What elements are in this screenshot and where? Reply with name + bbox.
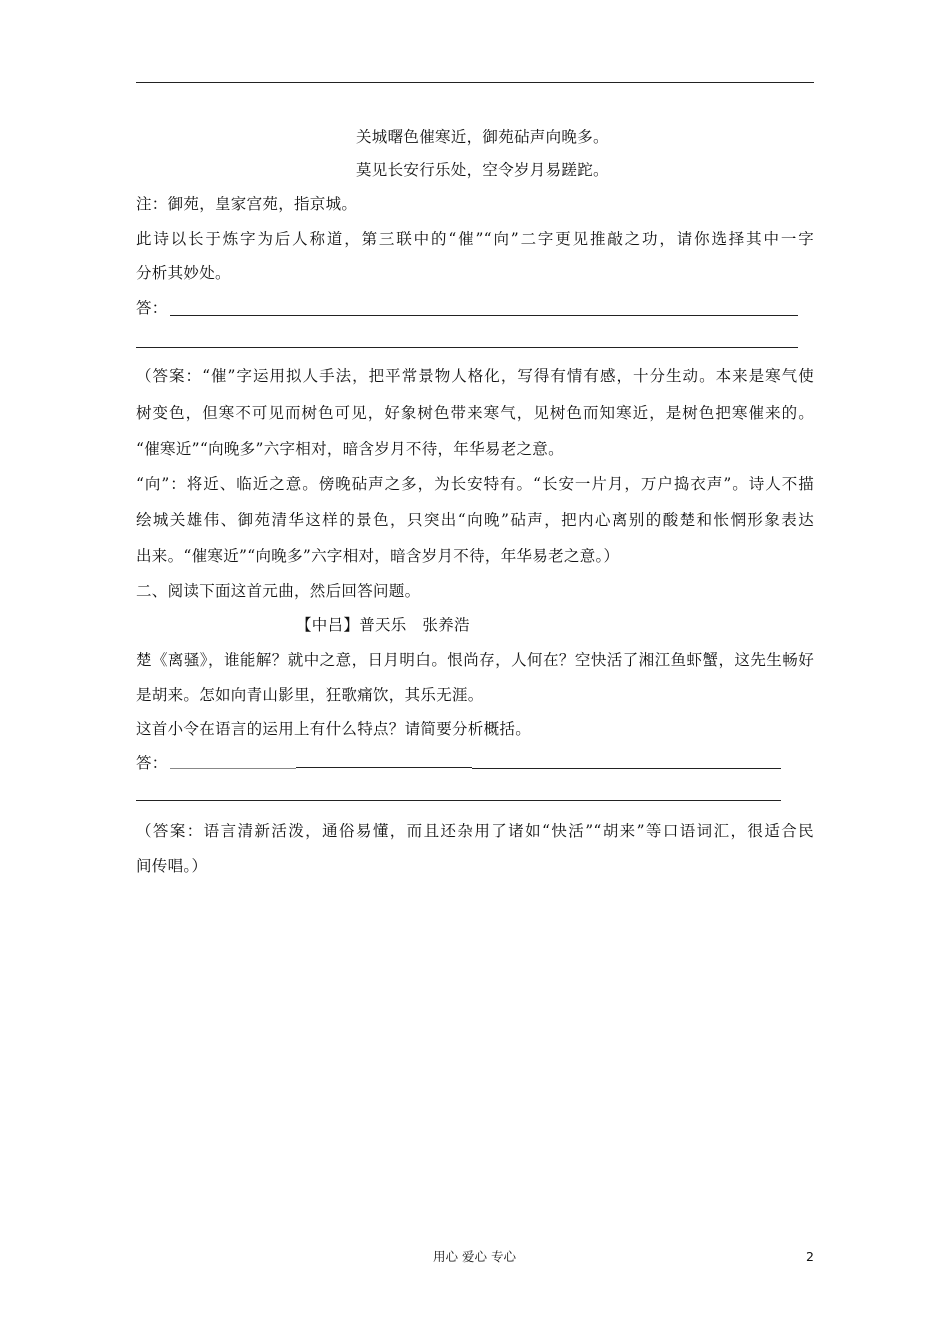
poem-line-2: 莫见长安行乐处，空令岁月易蹉跎。 [356,161,609,179]
poem-note: 注：御苑，皇家宫苑，指京城。 [136,195,358,213]
answer-blank-line-4[interactable] [136,800,781,801]
answer-blank-line-3c[interactable] [472,768,781,769]
answer-1-line-2: 树变色，但寒不可见而树色可见，好象树色带来寒气，见树色而知寒近，是树色把寒催来的。 [136,404,814,422]
qu-title: 【中吕】普天乐 张养浩 [296,616,470,634]
footer-motto: 用心 爱心 专心 [433,1249,516,1264]
page-number: 2 [806,1249,814,1264]
question-2: 这首小令在语言的运用上有什么特点？请简要分析概括。 [136,720,532,738]
poem-line-1: 关城曙色催寒近，御苑砧声向晚多。 [356,128,609,146]
answer-blank-line-2[interactable] [136,347,798,348]
answer-label-2: 答： [136,754,168,772]
question-1-line-2: 分析其妙处。 [136,264,231,282]
answer-1-line-1: （答案：“催”字运用拟人手法，把平常景物人格化，写得有情有感，十分生动。本来是寒气使 [136,367,814,385]
answer-blank-line-3b[interactable] [296,767,472,768]
answer-1-line-6: 出来。“催寒近”“向晚多”六字相对，暗含岁月不待，年华易老之意。） [136,547,620,565]
answer-1-line-4: “向”：将近、临近之意。傍晚砧声之多，为长安特有。“长安一片月，万户捣衣声”。诗人不描 [136,475,814,493]
answer-label-1: 答： [136,299,168,317]
answer-1-line-5: 绘城关雄伟、御苑清华这样的景色，只突出“向晚”砧声，把内心离别的酸楚和怅惘形象表达 [136,511,814,529]
answer-blank-line-1[interactable] [170,315,798,316]
qu-text-line-2: 是胡来。怎如向青山影里，狂歌痛饮，其乐无涯。 [136,686,484,704]
qu-text-line-1: 楚《离骚》，谁能解？就中之意，日月明白。恨尚存，人何在？空快活了湘江鱼虾蟹，这先生畅好 [136,651,814,669]
answer-2-line-1: （答案：语言清新活泼，通俗易懂，而且还杂用了诸如“快活”“胡来”等口语词汇，很适合民 [136,822,814,840]
header-rule [136,82,814,83]
question-1-line-1: 此诗以长于炼字为后人称道，第三联中的“催”“向”二字更见推敲之功，请你选择其中一字 [136,230,814,248]
section-2-heading: 二、阅读下面这首元曲，然后回答问题。 [136,582,421,600]
answer-2-line-2: 间传唱。） [136,857,208,875]
answer-1-line-3: “催寒近”“向晚多”六字相对，暗含岁月不待，年华易老之意。 [136,440,564,458]
answer-blank-line-3a[interactable] [170,768,296,769]
